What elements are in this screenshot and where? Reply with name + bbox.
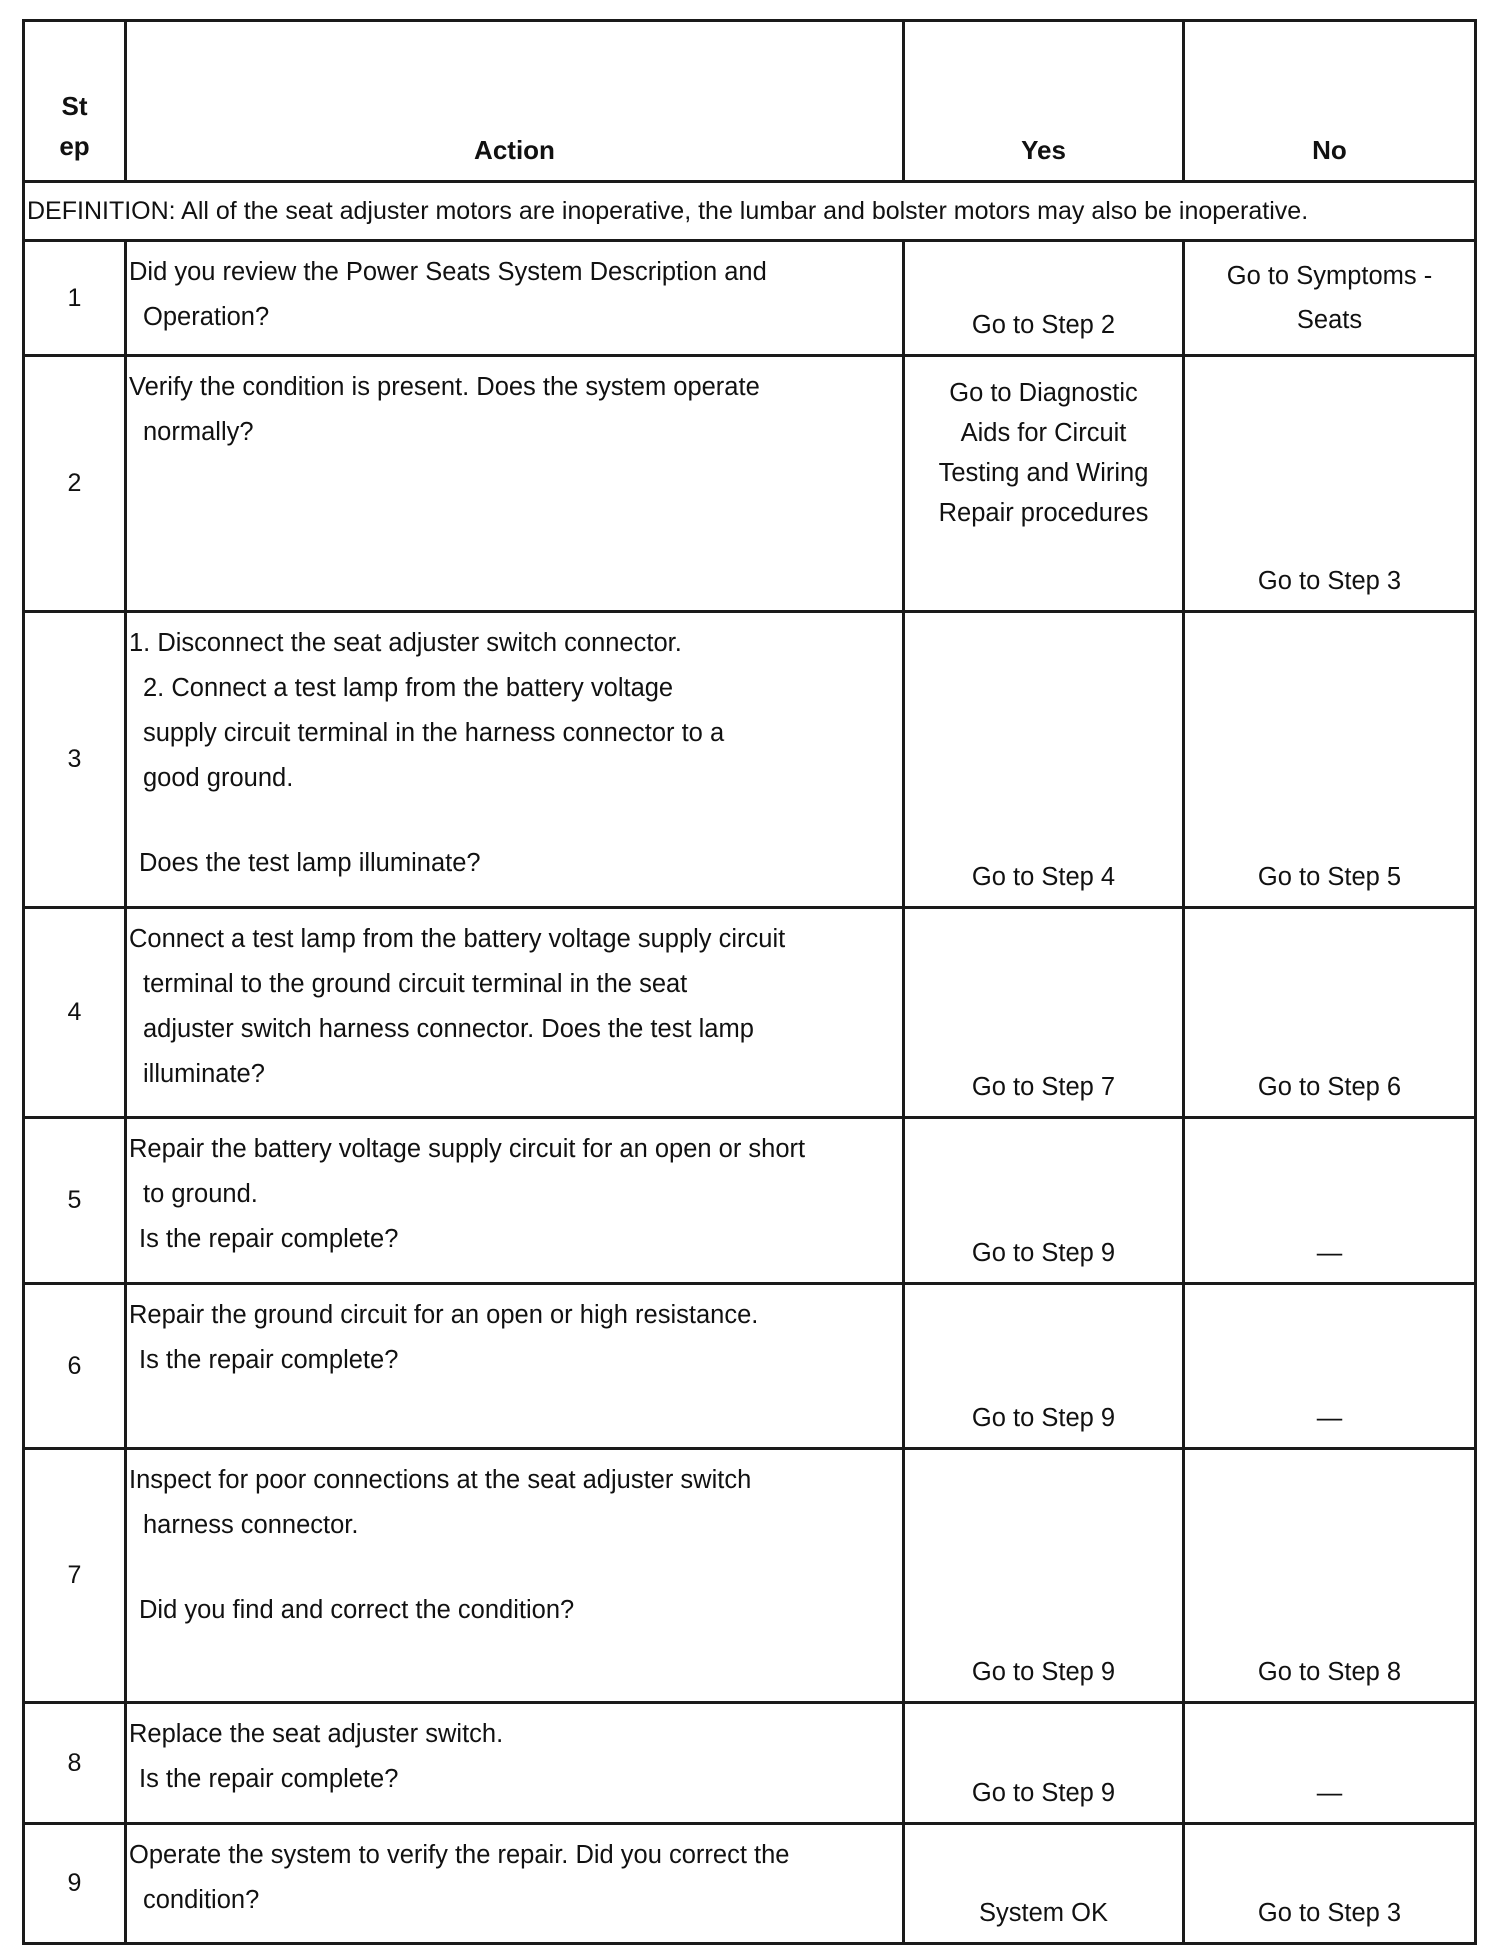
action-line: Did you find and correct the condition?	[139, 1596, 575, 1624]
step-number: 1	[24, 241, 126, 356]
action-cell	[126, 1824, 904, 1944]
action-cell	[126, 1449, 904, 1703]
yes-line: Testing and Wiring	[938, 459, 1149, 487]
action-line: Connect a test lamp from the battery voltage supply circuit	[129, 925, 786, 953]
diagnostic-table	[22, 19, 1477, 1945]
yes-cell: Go to Step 2	[904, 241, 1184, 356]
step-number: 6	[24, 1284, 126, 1449]
yes-cell: Go to Step 4	[904, 612, 1184, 908]
action-line: Inspect for poor connections at the seat adjuster switch	[129, 1466, 752, 1494]
action-line: Did you review the Power Seats System Description and	[129, 258, 767, 286]
yes-cell: Go to Step 9	[904, 1703, 1184, 1824]
action-line: Repair the battery voltage supply circuit for an open or short	[129, 1135, 806, 1163]
action-line: Operation?	[143, 303, 270, 331]
step-number: 5	[24, 1118, 126, 1284]
step-number: 8	[24, 1703, 126, 1824]
action-cell	[126, 241, 904, 356]
header-step	[24, 21, 126, 182]
step-number: 7	[24, 1449, 126, 1703]
yes-cell: System OK	[904, 1824, 1184, 1944]
no-cell: —	[1184, 1284, 1476, 1449]
action-line: normally?	[143, 418, 254, 446]
yes-cell: Go to Step 9	[904, 1284, 1184, 1449]
table-row	[24, 1703, 1476, 1824]
header-no: No	[1184, 21, 1476, 182]
table-row	[24, 908, 1476, 1118]
action-line: Is the repair complete?	[139, 1346, 399, 1374]
table-row	[24, 612, 1476, 908]
yes-cell: Go to Step 9	[904, 1118, 1184, 1284]
step-number: 2	[24, 356, 126, 612]
action-cell	[126, 612, 904, 908]
no-cell: Go to Step 5	[1184, 612, 1476, 908]
header-step-line2: ep	[59, 131, 90, 161]
definition-row	[24, 182, 1476, 241]
definition-text: DEFINITION: All of the seat adjuster motors are inoperative, the lumbar and bolster motors may also be inoperative.	[24, 182, 1476, 241]
header-row	[24, 21, 1476, 182]
action-cell	[126, 908, 904, 1118]
action-line: Verify the condition is present. Does the system operate	[129, 373, 760, 401]
yes-line: Repair procedures	[938, 499, 1149, 527]
action-line: Repair the ground circuit for an open or high resistance.	[129, 1301, 759, 1329]
action-line: to ground.	[143, 1180, 258, 1208]
action-line: Operate the system to verify the repair. Did you correct the	[129, 1841, 790, 1869]
no-cell: Go to Step 8	[1184, 1449, 1476, 1703]
no-line: Seats	[1296, 306, 1363, 334]
no-cell	[1184, 241, 1476, 356]
step-number: 4	[24, 908, 126, 1118]
table-row	[24, 1824, 1476, 1944]
action-line: good ground.	[143, 764, 294, 792]
action-cell	[126, 1118, 904, 1284]
yes-cell: Go to Step 7	[904, 908, 1184, 1118]
action-line: Is the repair complete?	[139, 1225, 399, 1253]
action-line: harness connector.	[143, 1511, 359, 1539]
step-number: 9	[24, 1824, 126, 1944]
action-line: condition?	[143, 1886, 260, 1914]
action-line: Replace the seat adjuster switch.	[129, 1720, 504, 1748]
table-row	[24, 1284, 1476, 1449]
header-action: Action	[126, 21, 904, 182]
table-row	[24, 1449, 1476, 1703]
yes-line: Aids for Circuit	[960, 419, 1127, 447]
action-line: Does the test lamp illuminate?	[139, 849, 481, 877]
action-cell	[126, 1703, 904, 1824]
no-cell: Go to Step 6	[1184, 908, 1476, 1118]
yes-line: Go to Diagnostic	[949, 379, 1138, 407]
yes-cell	[904, 356, 1184, 612]
action-line: adjuster switch harness connector. Does the test lamp	[143, 1015, 754, 1043]
action-cell	[126, 356, 904, 612]
no-cell: Go to Step 3	[1184, 1824, 1476, 1944]
action-line: illuminate?	[143, 1060, 265, 1088]
header-step-line1: St	[61, 91, 88, 121]
no-cell: Go to Step 3	[1184, 356, 1476, 612]
table-row	[24, 356, 1476, 612]
step-number: 3	[24, 612, 126, 908]
header-yes: Yes	[904, 21, 1184, 182]
action-line: Is the repair complete?	[139, 1765, 399, 1793]
action-line: terminal to the ground circuit terminal in the seat	[143, 970, 688, 998]
yes-cell: Go to Step 9	[904, 1449, 1184, 1703]
action-line: supply circuit terminal in the harness connector to a	[143, 719, 725, 747]
no-line: Go to Symptoms -	[1226, 262, 1433, 290]
table-row	[24, 241, 1476, 356]
no-cell: —	[1184, 1118, 1476, 1284]
no-cell: —	[1184, 1703, 1476, 1824]
table-row	[24, 1118, 1476, 1284]
action-line: 1. Disconnect the seat adjuster switch connector.	[129, 629, 682, 657]
action-cell	[126, 1284, 904, 1449]
action-line: 2. Connect a test lamp from the battery voltage	[143, 674, 674, 702]
